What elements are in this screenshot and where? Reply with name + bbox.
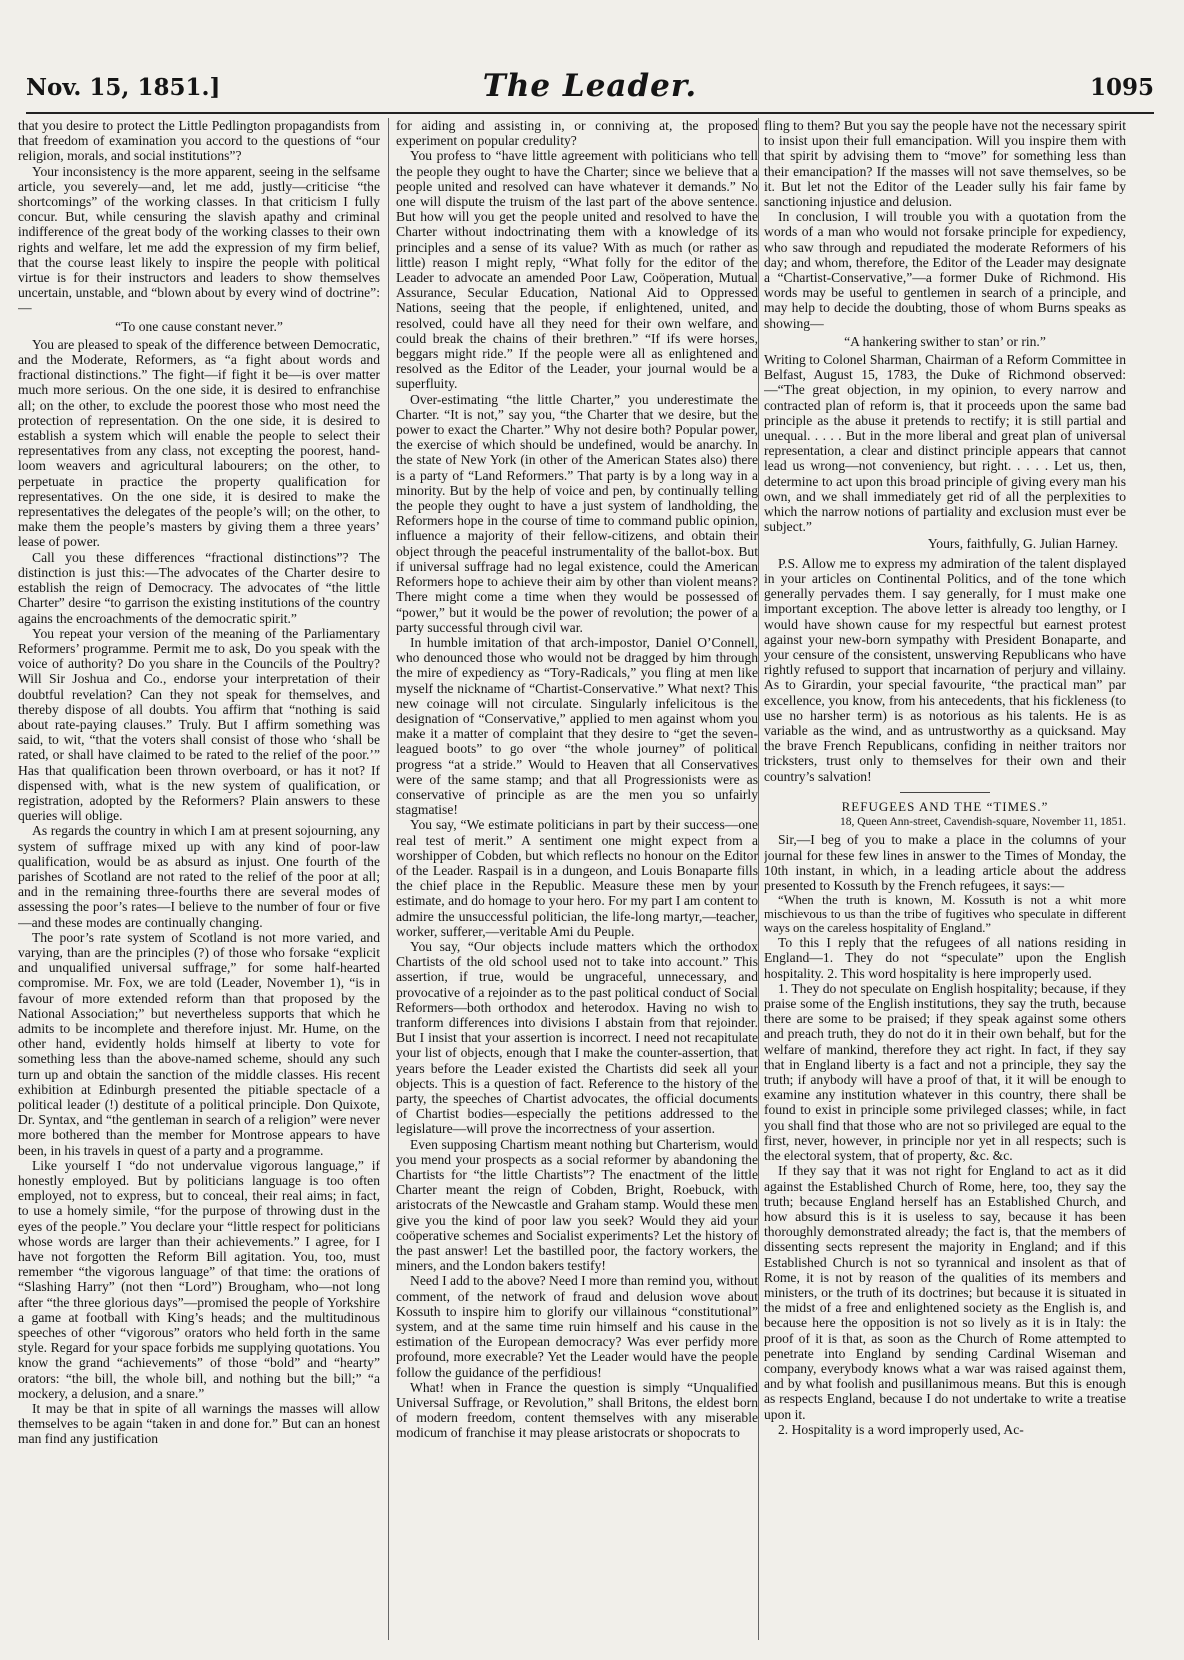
paragraph: Need I add to the above? Need I more than remind you, without comment, of the network of fraud and delusion wove about Kossuth to inspire him to glorify our villainous “constitutional” system, and at the same time ruin himself and his cause in the estimation of the European democracy? Was ever perfidy more profound, more execrable? Yet the Leader would have the people follow the guidance of the perfidious!	[396, 1273, 758, 1380]
signature: Yours, faithfully, G. Julian Harney.	[927, 536, 1118, 552]
paragraph: You repeat your version of the meaning of the Parliamentary Reformers’ programme. Permit me to ask, Do you speak with the voice of authority? Do you share in the Councils of the Poultry? Will Sir Joshua and Co., endorse your interpretation of their doubtful revelation? Can they not speak for themselves, and thereby dispose of all doubts. You affirm that “nothing is said about rate-paying clauses.” Truly. But I affirm something was said, to wit, “that the voters shall consist of those who ‘shall be rated, or shall have claimed to be rated to the relief of the poor.’” Has that qualification been thrown overboard, or has it not? If dispensed with, what is the new system of qualification, or registration, adopted by the Reformers? Plain answers to these queries will oblige.	[18, 625, 380, 824]
page-number: 1095	[1089, 74, 1154, 101]
paragraph: It may be that in spite of all warnings the masses will allow themselves to be again “taken in and done for.” But can an honest man find any justification	[18, 1401, 380, 1447]
newspaper-title: The Leader.	[482, 68, 698, 104]
paragraph: Over-estimating “the little Charter,” you underestimate the Charter. “It is not,” say you, “the Charter that we desire, but the power to exact the Charter.” Why not desire both? Popular power, the exercise of which should be undefined, would be anarchy. In the state of New York (in other of the American States also) there is a party of “Land Reformers.” That party is by a long way in a minority. But by the help of voice and pen, by continually telling the people they ought to have a just system of landholding, the Reformers hope in the course of time to command public opinion, influence a majority of their fellow-citizens, and obtain their object through the peaceful instrumentality of the ballot-box. But if universal suffrage had no legal existence, could the American Reformers hope to achieve their aim by other than violent means? There might come a time when they would be possessed of “power,” but it would be the power of revolution; the power of a party successful through civil war.	[396, 391, 758, 635]
column-divider	[388, 118, 389, 1640]
paragraph: Writing to Colonel Sharman, Chairman of a Reform Committee in Belfast, August 15, 1783, the Duke of Richmond observed:—“The great objection, in my opinion, to every narrow and contracted plan of reform is, that it proceeds upon the same bad principle as the abuse it pretends to rectify; it is still partial and unequal. . . . . But in the more liberal and great plan of universal representation, a clear and distinct principle appears that cannot lead us wrong—not conveniency, but right. . . . . Let us, then, determine to act upon this broad principle of giving every man his own, and we shall immediately get rid of all the perplexities to which the narrow notions of partiality and exclusion must ever be subject.”	[764, 352, 1126, 535]
article-address: 18, Queen Ann-street, Cavendish-square, November 11, 1851.	[839, 815, 1126, 828]
section-rule	[900, 792, 990, 793]
column-2	[396, 118, 758, 1640]
paragraph: Even supposing Chartism meant nothing but Charterism, would you mend your prospects as a social reformer by abandoning the Chartists for “the little Chartists”? The enactment of the little Charter meant the reign of Cobden, Bright, Roebuck, with aristocrats of the Newcastle and Graham stamp. Would these men give you the kind of poor law you seek? Would they aid your coöperative schemes and Socialist experiments? Let the history of the past answer! Let the bastilled poor, the factory workers, the miners, and the London bakers testify!	[396, 1136, 758, 1274]
column-3	[764, 118, 1126, 1640]
paragraph: Call you these differences “fractional distinctions”? The distinction is just this:—The advocates of the Charter desire to establish the reign of Democracy. The advocates of “the little Charter” desire “to garrison the existing institutions of the country agains the encroachments of the democratic spirit.”	[18, 549, 380, 626]
article-heading: REFUGEES AND THE “TIMES.”	[841, 798, 1049, 814]
column-divider	[758, 118, 759, 1640]
paragraph: fling to them? But you say the people have not the necessary spirit to insist upon their full emancipation. Will you inspire them with that spirit by advising them to “move” for something less than their emancipation? If the masses will not save themselves, so be it. But let not the Editor of the Leader sully his fair fame by sanctioning injustice and delusion.	[764, 118, 1126, 210]
paragraph: for aiding and assisting in, or conniving at, the proposed experiment on popular credulity?	[396, 118, 758, 149]
paragraph: “When the truth is known, M. Kossuth is not a whit more mischievous to us than the tribe of fugitives who speculate in different ways on the careless hospitality of England.”	[764, 893, 1126, 936]
quoted-line: “A hankering swither to stan’ or rin.”	[844, 333, 1046, 349]
paragraph: If they say that it was not right for England to act as it did against the Established Church of Rome, here, too, they say the truth; because England herself has an Established Church, and how absurd this is it is useless to say, because it has been thoroughly demonstrated already; the fact is, that the members of dissenting sects represent the majority in England; and if this Established Church is not so tyrannical and insolent as that of Rome, it is not by reason of the qualities of its members and ministers, or the truth of its doctrines; but because it is situated in the midst of a free and enlightened society as the English is, and because here the opposition is not so lively as it is in Italy: the proof of it is that, as soon as the Church of Rome attempted to penetrate into England by sending Cardinal Wiseman and company, everybody knows what a war was raised against them, and by what foolish and pusillanimous means. But this is enough as respects England, because I do not undertake to write a treatise upon it.	[764, 1163, 1126, 1422]
paragraph: 1. They do not speculate on English hospitality; because, if they praise some of the English institutions, they say the truth, because there are some to be praised; if they speak against some others and preach truth, they do not do it in their own behalf, but for the welfare of mankind, therefore they act right. In fact, if they say that in England liberty is a fact and not a principle, they say the truth; if anybody will have a proof of that, it it will be enough to examine any institution whatever in this country, there shall be found to exist in principle some privileged classes; while, in fact you shall find that those who are not so privileged are equal to the first, never, however, in principle nor yet in all respects; such is the electoral system, that of property, &c. &c.	[764, 980, 1126, 1164]
paragraph: In conclusion, I will trouble you with a quotation from the words of a man who would not forsake principle for expediency, who saw through and repudiated the moderate Reformers of his day; and whom, therefore, the Editor of the Leader may designate a “Chartist-Conservative,”—a former Duke of Richmond. His words may be useful to gentlemen in search of a principle, and may help to decide the doubting, those of whom Burns speaks as showing—	[764, 209, 1126, 331]
paragraph: Sir,—I beg of you to make a place in the columns of your journal for these few lines in answer to the Times of Monday, the 10th instant, in which, in a leading article about the address presented to Kossuth by the French refugees, it says:—	[764, 832, 1126, 894]
header-rule	[26, 112, 1154, 114]
column-1	[18, 118, 380, 1640]
issue-date: Nov. 15, 1851.]	[26, 74, 221, 101]
paragraph: Your inconsistency is the more apparent, seeing in the selfsame article, you severely—and, let me add, justly—criticise “the shortcomings” of the working classes. In that criticism I fully concur. But, while censuring the slavish apathy and criminal indifference of the great body of the working classes to their own rights and welfare, let me add the expression of my firm belief, that the course least likely to inspire the people with political virtue is for their instructors and leaders to show themselves uncertain, unstable, and “blown about by every wind of doctrine”:—	[18, 163, 380, 316]
paragraph: P.S. Allow me to express my admiration of the talent displayed in your articles on Continental Politics, and of the tone which generally pervades them. I say generally, for I must make one important exception. The above letter is already too lengthy, or I would have shown cause for my respectful but earnest protest against your new-born sympathy with President Bonaparte, and your censure of the consistent, unswerving Republicans who have rightly refused to support that incarnation of perjury and villainy. As to Girardin, your special favourite, “the practical man” par excellence, you know, from his antecedents, that his fickleness (to use no harsher term) is as notorious as his talents. He is as variable as the wind, and as untrustworthy as a quicksand. May the brave French Republicans, confiding in neither traitors nor tricksters, trust only to themselves for their own and their country’s salvation!	[764, 555, 1126, 784]
paragraph: As regards the country in which I am at present sojourning, any system of suffrage mixed up with any kind of poor-law qualification, would be as absurd as injust. One fourth of the parishes of Scotland are not rated to the relief of the poor at all; and in the remaining three-fourths there are several modes of assessing the poor’s rates—I believe to the number of four or five—and these modes are continually changing.	[18, 823, 380, 930]
paragraph: The poor’s rate system of Scotland is not more varied, and varying, than are the principles (?) of those who forsake “explicit and unqualified universal suffrage,” for some half-hearted compromise. Mr. Fox, we are told (Leader, November 1), “is in favour of more extended reform than that proposed by the National Association;” but nevertheless supports that which he admits to be incomplete and therefore injust. Mr. Hume, on the other hand, evidently holds himself at liberty to vote for something less than the above-named scheme, should any such turn up and obtain the sanction of the middle classes. His recent exhibition at Edinburgh presented the pitiable spectacle of a political leader (!) destitute of a political principle. Don Quixote, Dr. Syntax, and “the gentleman in search of a religion” were never more bothered than the member for Montrose appears to have been, in his travels in quest of a party and a programme.	[18, 929, 380, 1158]
paragraph: You are pleased to speak of the difference between Democratic, and the Moderate, Reformers, as “a fight about words and fractional distinctions.” The fight—if fight it be—is over matter much more serious. On the one side, it is desired to enfranchise all; on the other, to exclude the poorest those who most need the protection of representation. On the one side, it is desired to establish a system which will enable the people to select their representatives from any class, not excepting the poorest, hand-loom weavers and agricultural labourers; on the other, to perpetuate in practice the property qualification for representatives. On the one side, it is desired to make the representatives the delegates of the people’s will; on the other, to make them the people’s masters by giving them a three years’ lease of power.	[18, 336, 380, 550]
paragraph: Like yourself I “do not undervalue vigorous language,” if honestly employed. But by politicians language is too often employed, not to express, but to conceal, their real aims; in fact, to use a homely simile, “for the purpose of throwing dust in the eyes of the people.” You declare your “little respect for politicians whose words are larger than their achievements.” I agree, for I have not forgotten the Reform Bill agitation. You, too, must remember “the vigorous language” of that time: the orations of “Slashing Harry” (not then “Lord”) Brougham, who—not long after “the three glorious days”—promised the people of Yorkshire a game at football with King’s heads; and the multitudinous speeches of other “vigorous” orators who held forth in the same style. Regard for your space forbids me supplying quotations. You know the grand “achievements” of those “bold” and “hearty” orators: “the bill, the whole bill, and nothing but the bill;” “a mockery, a delusion, and a snare.”	[18, 1157, 380, 1401]
paragraph: What! when in France the question is simply “Unqualified Universal Suffrage, or Revolution,” shall Britons, the eldest born of modern freedom, content themselves with any miserable modicum of franchise it may please aristocrats or shopocrats to	[396, 1379, 758, 1441]
paragraph: To this I reply that the refugees of all nations residing in England—1. They do not “speculate” upon the English hospitality. 2. This word hospitality is here improperly used.	[764, 935, 1126, 981]
quoted-line: “To one cause constant never.”	[115, 318, 283, 334]
masthead	[26, 68, 1154, 110]
paragraph: You profess to “have little agreement with politicians who tell the people they ought to have the Charter; since we believe that a people united and resolved can have whatever it demands.” No one will dispute the truism of the last part of the above sentence. But how will you get the people united and resolved to have the Charter without indoctrinating them with a knowledge of its principles and a sense of its value? With as much (or rather as little) reason I might reply, “What folly for the editor of the Leader to advocate an amended Poor Law, Coöperation, Mutual Assurance, Secular Education, National Aid to Oppressed Nations, seeing that the people, if enlightened, united, and resolved, could have all they need for their own welfare, and could break the chains of their brethren.” “If ifs were horses, beggars might ride.” If the people were all as enlightened and resolved as the Editor of the Leader, your journal would be a superfluity.	[396, 148, 758, 392]
paragraph: You say, “Our objects include matters which the orthodox Chartists of the old school used not to take into account.” This assertion, if true, would be ungraceful, unnecessary, and provocative of a rejoinder as to the past political conduct of Social Reformers—both orthodox and heterodox. Having no wish to tranform differences into divisions I abstain from that rejoinder. But I insist that your assertion is incorrect. I need not recapitulate your list of objects, enough that I make the counter-assertion, that years before the Leader existed the Chartists did seek all your objects. This is a question of fact. Reference to the history of the party, the speeches of Chartist advocates, the official documents of Chartist bodies—especially the petitions addressed to the legislature—will prove the incorrectness of your assertion.	[396, 938, 758, 1137]
paragraph: 2. Hospitality is a word improperly used, Ac-	[778, 1421, 1024, 1437]
paragraph: You say, “We estimate politicians in part by their success—one real test of merit.” A sentiment one might expect from a worshipper of Cobden, but which reflects no honour on the Editor of the Leader. Raspail is in a dungeon, and Louis Bonaparte fills the chief place in the Republic. Measure these men by your estimate, and do homage to your hero. For my part I am content to admire the unsuccessful politician, the life-long martyr,—teacher, worker, sufferer,—veritable Ami du Peuple.	[396, 817, 758, 939]
paragraph: that you desire to protect the Little Pedlington propagandists from that freedom of examination you accord to the questions of “our religion, morals, and social institutions”?	[18, 118, 380, 164]
paragraph: In humble imitation of that arch-impostor, Daniel O’Connell, who denounced those who would not be dragged by him through the mire of expediency as “Tory-Radicals,” you fling at men like myself the nickname of “Chartist-Conservative.” What next? This new coinage will not circulate. Singularly infelicitous is the designation of “Conservative,” applied to men against whom you make it a matter of complaint that they desire to “get the seven-leagued boots” to go over “the whole journey” of political progress “at a stride.” Would to Heaven that all Conservatives were of the same stamp; and that all Progressionists were as conservative of principle as are the men you so unfairly stagmatise!	[396, 634, 758, 818]
